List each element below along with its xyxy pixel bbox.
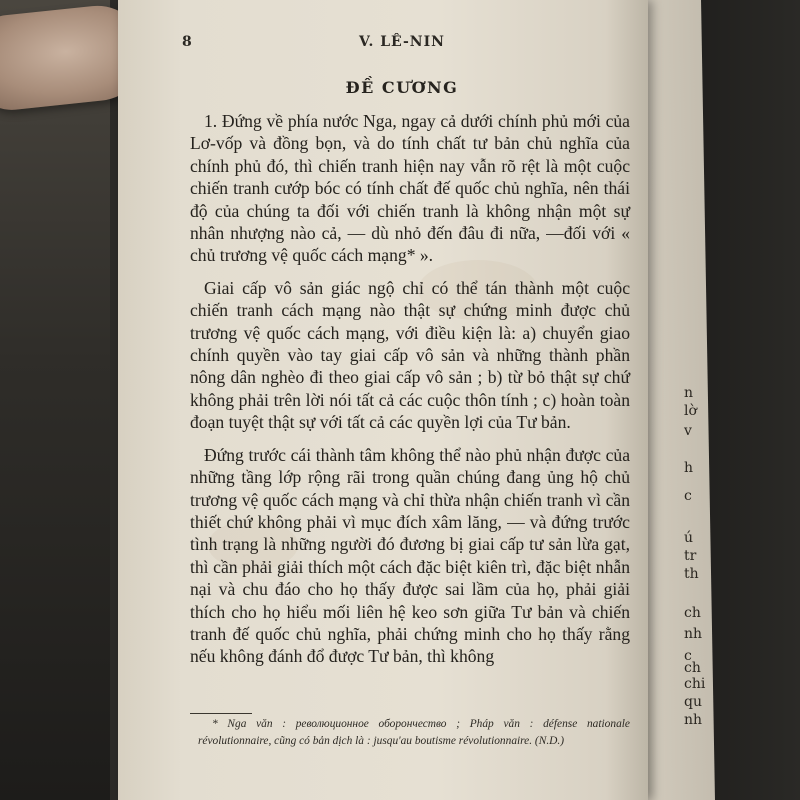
page-number: 8 bbox=[182, 34, 192, 50]
adjacent-fragment: c bbox=[684, 488, 692, 504]
adjacent-fragment: lờ bbox=[684, 403, 697, 419]
background-shadow bbox=[0, 0, 110, 800]
adjacent-fragment: chi bbox=[684, 676, 706, 692]
paragraph: Giai cấp vô sản giác ngộ chỉ có thể tán thành một cuộc chiến tranh cách mạng nào thật sự chứng minh được chủ trương vệ quốc cách mạng, với điều kiện là: a) chuyển giao chính quyền vào tay giai cấp vô sản và những thành phần nông dân nghèo đi theo giai cấp vô sản ; b) từ bỏ thật sự chứ không phải trên lời nói tất cả các cuộc thôn tính ; c) hoàn toàn đoạn tuyệt thật sự với tất cả các quyền lợi của Tư bản. bbox=[190, 277, 630, 433]
adjacent-fragment: v bbox=[684, 423, 692, 439]
book-page bbox=[118, 0, 648, 800]
running-head: V. LÊ-NIN bbox=[359, 34, 445, 50]
footnote: * Nga văn : революционное оборончество ; Pháp văn : défense nationale révolutionnaire, cũng có bản dịch là : jusqu'au boutisme révolutionnaire. (N.D.) bbox=[198, 718, 630, 747]
body-text bbox=[190, 110, 630, 678]
adjacent-fragment: c bbox=[684, 648, 692, 664]
adjacent-fragment: nh bbox=[684, 712, 703, 728]
footnote-divider bbox=[190, 713, 252, 714]
adjacent-fragment: h bbox=[684, 460, 694, 476]
adjacent-fragment: ch bbox=[684, 660, 701, 676]
paragraph: Đứng trước cái thành tâm không thể nào phủ nhận được của những tầng lớp rộng rãi trong quần chúng đang ủng hộ chủ trương vệ quốc cách mạng và chỉ thừa nhận chiến tranh vì cần thiết chứ không phải vì mục đích xâm lăng, — và đứng trước tình trạng là những người đó đương bị giai cấp tư sản lừa gạt, thì cần phải giải thích một cách đặc biệt kiên trì, đặc biệt nhẫn nại và chu đáo cho họ thấy được sai lầm của họ, phải giải thích cho họ hiểu mối liên hệ keo sơn giữa Tư bản và chiến tranh đế quốc chủ nghĩa, phải chứng minh cho họ thấy rằng nếu không đánh đổ được Tư bản, thì không bbox=[190, 444, 630, 667]
adjacent-fragment: qu bbox=[684, 694, 702, 710]
paragraph: 1. Đứng về phía nước Nga, ngay cả dưới chính phủ mới của Lơ-vốp và đồng bọn, và do tính chất tư bản chủ nghĩa của chính phủ đó, thì chiến tranh hiện nay vẫn rõ rệt là một cuộc chiến tranh cướp bóc có tính chất đế quốc chủ nghĩa, nên thái độ của chúng ta đối với chiến tranh là không nhận một sự nhân nhượng nào cả, — dù nhỏ đến đâu đi nữa, —đối với « chủ trương vệ quốc cách mạng* ». bbox=[190, 111, 630, 266]
adjacent-page-text bbox=[676, 0, 706, 800]
adjacent-fragment: nh bbox=[684, 626, 703, 642]
section-title: ĐỀ CƯƠNG bbox=[345, 78, 459, 97]
adjacent-fragment: ú bbox=[684, 530, 694, 546]
adjacent-fragment: ch bbox=[684, 605, 701, 621]
adjacent-fragment: tr bbox=[684, 548, 697, 564]
adjacent-fragment: th bbox=[684, 566, 699, 582]
page-header bbox=[182, 34, 622, 56]
adjacent-fragment: n bbox=[684, 385, 694, 401]
